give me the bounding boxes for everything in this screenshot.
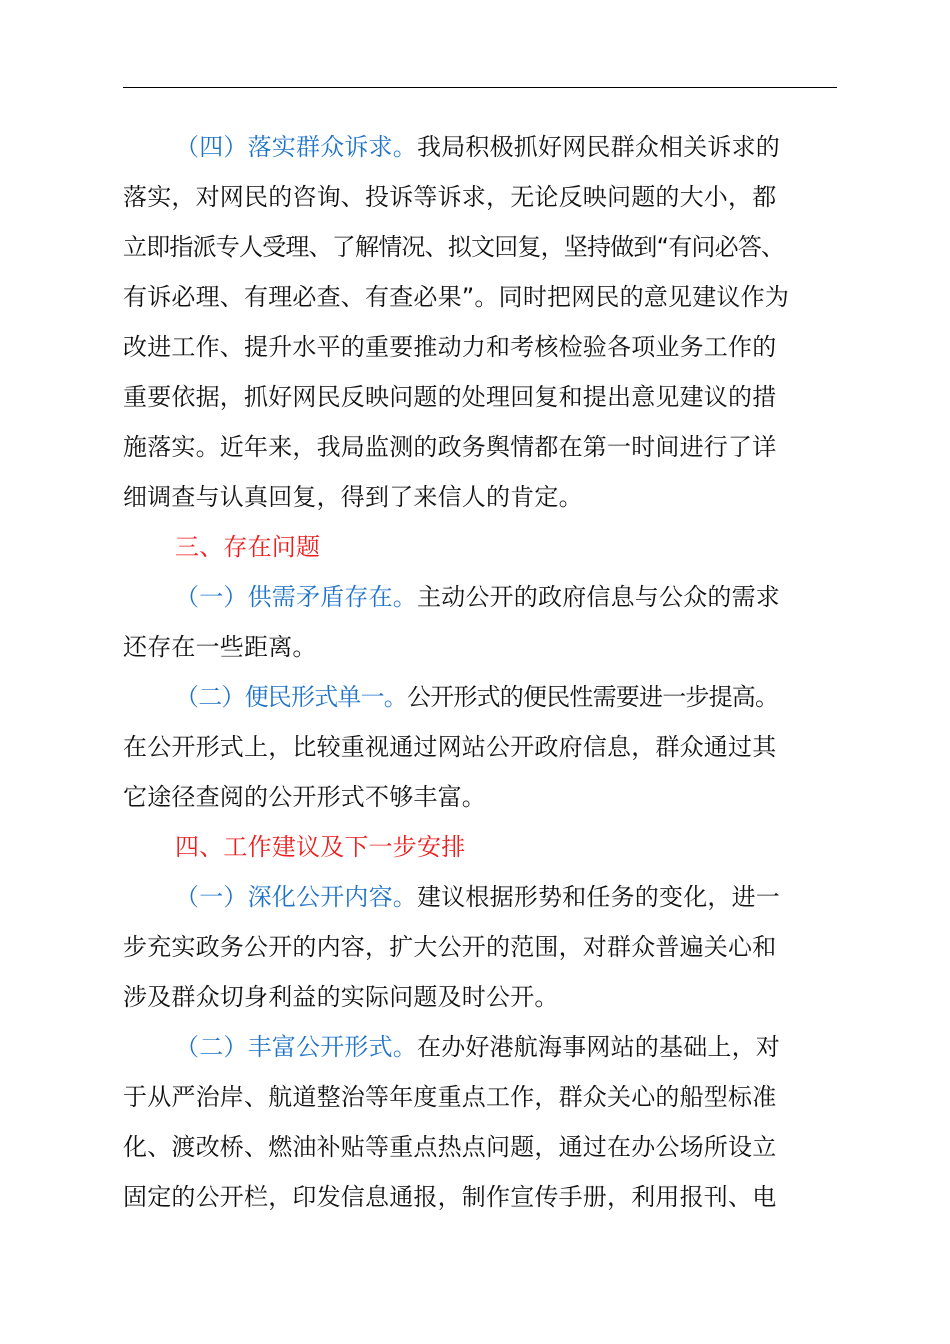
body-line: 步充实政务公开的内容，扩大公开的范围，对群众普遍关心和: [123, 933, 777, 961]
paragraph-first-line: [123, 672, 837, 722]
body-line: 细调查与认真回复，得到了来信人的肯定。: [123, 483, 583, 511]
subheading-convenience-form: （二）便民形式单一。: [175, 683, 407, 711]
body-line: 改进工作、提升水平的重要推动力和考核检验各项业务工作的: [123, 333, 777, 361]
paragraph-first-line: [123, 122, 837, 172]
body-line: 落实，对网民的咨询、投诉等诉求，无论反映问题的大小，都: [123, 183, 777, 211]
section-heading-existing-problems: 三、存在问题: [175, 533, 321, 561]
body-line: 它途径查阅的公开形式不够丰富。: [123, 783, 486, 811]
body-line: 立即指派专人受理、了解情况、拟文回复，坚持做到“有问必答、: [123, 233, 785, 261]
subheading-deepen-content: （一）深化公开内容。: [175, 883, 417, 911]
body-text: 我局积极抓好网民群众相关诉求的: [417, 133, 780, 161]
body-text: 在办好港航海事网站的基础上，对: [417, 1033, 780, 1061]
paragraph-enrich-forms: [123, 1022, 837, 1222]
body-line: 施落实。近年来，我局监测的政务舆情都在第一时间进行了详: [123, 433, 777, 461]
body-line: 有诉必理、有理必查、有查必果”。同时把网民的意见建议作为: [123, 283, 790, 311]
body-line: 涉及群众切身利益的实际问题及时公开。: [123, 983, 559, 1011]
body-text: 建议根据形势和任务的变化，进一: [417, 883, 780, 911]
paragraph-first-line: [123, 572, 837, 622]
body-line: 化、渡改桥、燃油补贴等重点热点问题，通过在办公场所设立: [123, 1133, 777, 1161]
body-line: 重要依据，抓好网民反映问题的处理回复和提出意见建议的措: [123, 383, 777, 411]
body-line: 还存在一些距离。: [123, 633, 317, 661]
header-rule: [123, 87, 837, 88]
document-body: [123, 122, 837, 1222]
subheading-implement-demands: （四）落实群众诉求。: [175, 133, 417, 161]
paragraph-supply-demand: [123, 572, 837, 672]
paragraph-implement-demands: [123, 122, 837, 522]
body-text: 主动公开的政府信息与公众的需求: [417, 583, 780, 611]
body-line: 在公开形式上，比较重视通过网站公开政府信息，群众通过其: [123, 733, 777, 761]
paragraph-first-line: [123, 1022, 837, 1072]
body-line: 固定的公开栏，印发信息通报，制作宣传手册，利用报刊、电: [123, 1183, 777, 1211]
paragraph-convenience-form: [123, 672, 837, 822]
paragraph-deepen-content: [123, 872, 837, 1022]
body-line: 于从严治岸、航道整治等年度重点工作，群众关心的船型标准: [123, 1083, 777, 1111]
subheading-supply-demand: （一）供需矛盾存在。: [175, 583, 417, 611]
paragraph-first-line: [123, 872, 837, 922]
subheading-enrich-forms: （二）丰富公开形式。: [175, 1033, 417, 1061]
body-text: 公开形式的便民性需要进一步提高。: [407, 683, 779, 711]
section-heading-suggestions: 四、工作建议及下一步安排: [175, 833, 466, 861]
